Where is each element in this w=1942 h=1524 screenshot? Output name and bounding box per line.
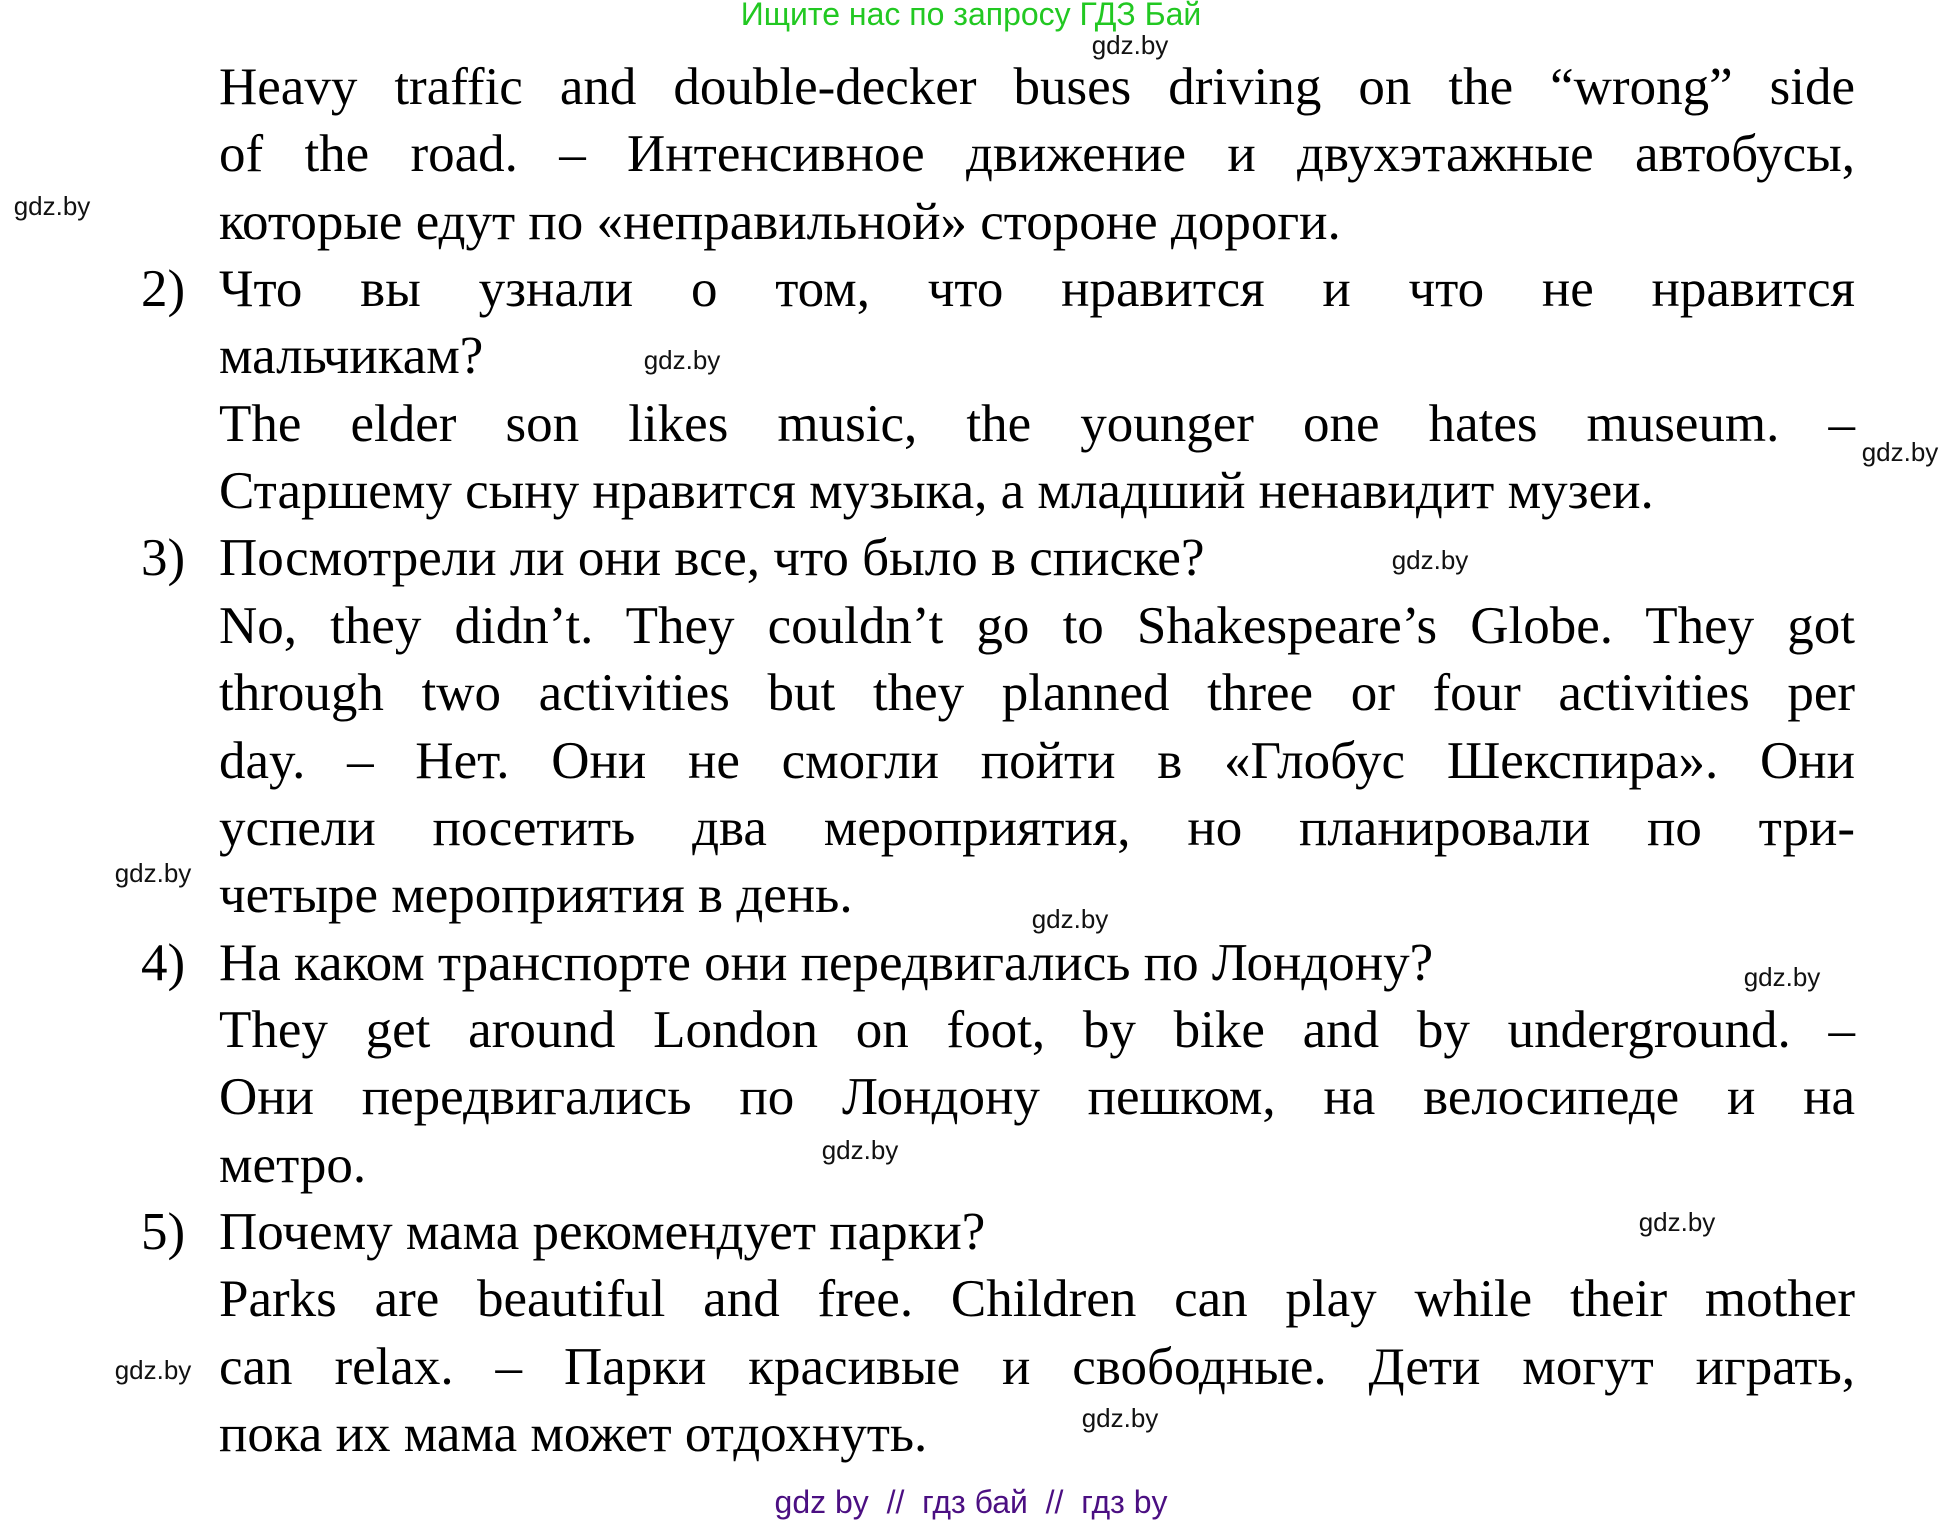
text-line: мальчикам?	[219, 327, 484, 386]
text-line: of the road. – Интенсивное движение и двухэтажные автобусы,	[219, 125, 1855, 184]
text-line: They get around London on foot, by bike and by underground. –	[219, 1000, 1855, 1059]
watermark: gdz.by	[1081, 1403, 1159, 1433]
question-number: 2)	[141, 260, 186, 319]
text-line: through two activities but they planned three or four activities per	[219, 664, 1855, 723]
text-line: can relax. – Парки красивые и свободные. Дети могут играть,	[219, 1337, 1855, 1396]
text-line: The elder son likes music, the younger one hates museum. –	[219, 394, 1855, 453]
watermark: gdz.by	[1091, 30, 1169, 60]
text-line: Они передвигались по Лондону пешком, на велосипеде и на	[219, 1068, 1855, 1127]
watermark: gdz.by	[13, 191, 91, 221]
text-line: пока их мама может отдохнуть.	[219, 1405, 928, 1463]
watermark: gdz.by	[643, 345, 721, 375]
question-line: Посмотрели ли они все, что было в списке?	[219, 529, 1205, 588]
text-line: метро.	[219, 1135, 367, 1194]
text-line: Старшему сыну нравится музыка, а младший ненавидит музеи.	[219, 462, 1654, 521]
watermark: gdz.by	[1391, 545, 1469, 575]
question-number: 4)	[141, 933, 186, 992]
watermark: gdz.by	[1638, 1207, 1716, 1237]
question-line: Что вы узнали о том, что нравится и что не нравится	[219, 260, 1855, 319]
watermark: gdz.by	[114, 1355, 192, 1385]
watermark: gdz.by	[1861, 437, 1939, 467]
text-line: day. – Нет. Они не смогли пойти в «Глобус Шекспира». Они	[219, 731, 1855, 790]
text-line: Heavy traffic and double-decker buses driving on the “wrong” side	[219, 58, 1855, 116]
text-line: No, they didn’t. They couldn’t go to Shakespeare’s Globe. They got	[219, 596, 1855, 655]
footer-banner: gdz by // гдз бай // гдз by	[774, 1484, 1168, 1520]
text-line: четыре мероприятия в день.	[219, 866, 853, 925]
question-line: На каком транспорте они передвигались по Лондону?	[219, 933, 1434, 992]
watermark: gdz.by	[821, 1135, 899, 1165]
question-number: 3)	[141, 529, 186, 588]
search-hint-banner: Ищите нас по запросу ГДЗ Бай	[740, 0, 1202, 32]
text-line: успели посетить два мероприятия, но планировали по три-	[219, 798, 1855, 857]
watermark: gdz.by	[114, 858, 192, 888]
watermark: gdz.by	[1031, 904, 1109, 934]
text-line: Parks are beautiful and free. Children can play while their mother	[219, 1270, 1855, 1329]
text-line: которые едут по «неправильной» стороне дороги.	[219, 192, 1341, 251]
question-line: Почему мама рекомендует парки?	[219, 1202, 986, 1261]
question-number: 5)	[141, 1202, 186, 1261]
watermark: gdz.by	[1743, 962, 1821, 992]
